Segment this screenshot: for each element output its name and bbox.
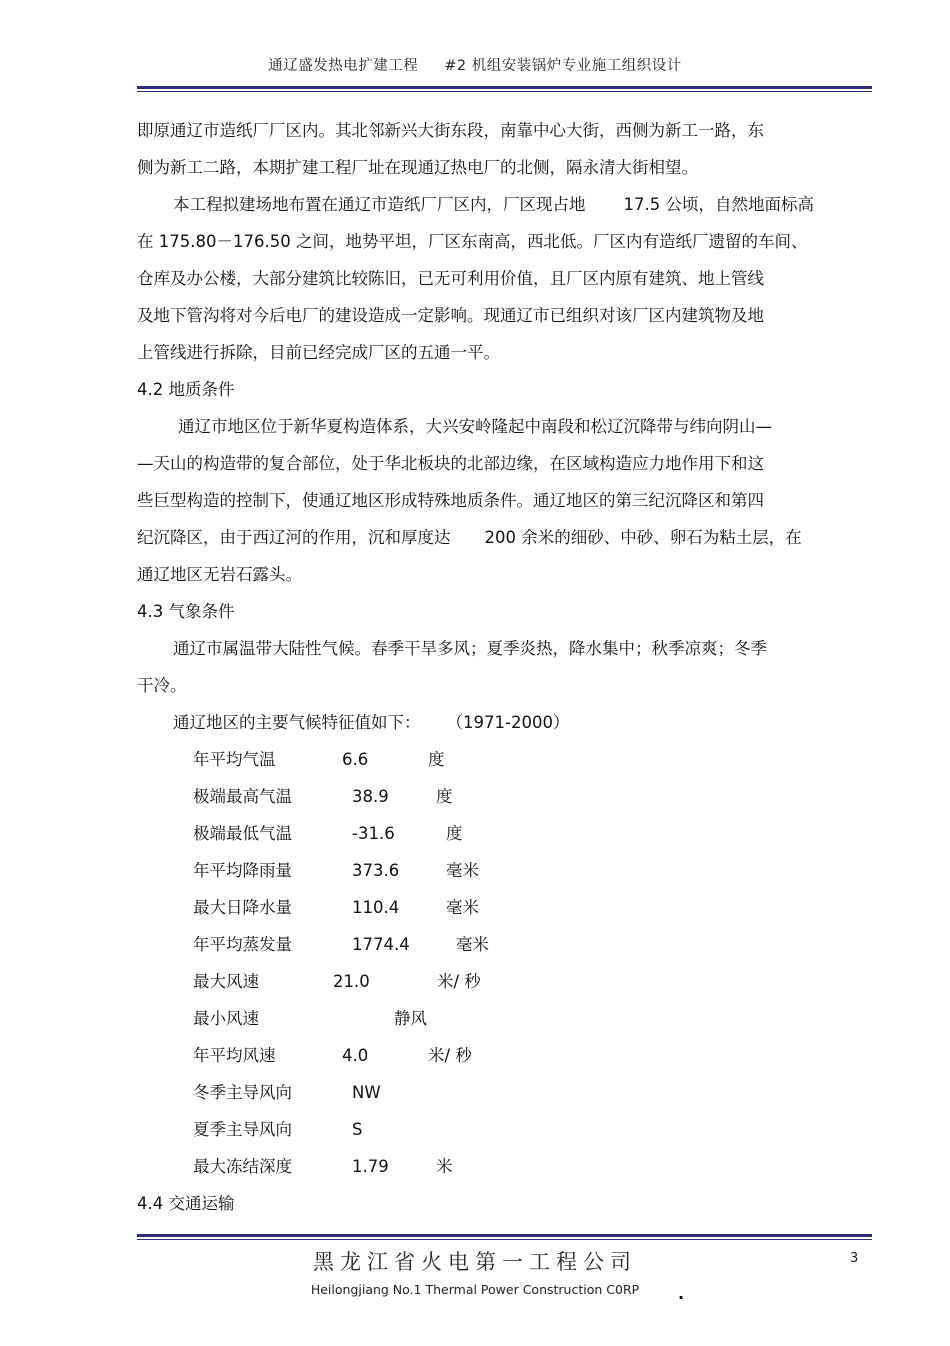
page-header: [0, 54, 950, 75]
climate-intro: 通辽地区的主要气候特征值如下： （1971-2000）: [173, 713, 570, 732]
header-rule: [137, 86, 872, 92]
climate-row: 最大风速 21.0 米/ 秒: [193, 972, 481, 991]
header-document-title: #2 机组安装锅炉专业施工组织设计: [444, 58, 682, 74]
footer-english-name: Heilongjiang No.1 Thermal Power Construction C0RP: [310, 1282, 640, 1297]
climate-row: 最大日降水量 110.4 毫米: [193, 898, 479, 917]
footer-rule: [137, 1234, 872, 1240]
body-line: 些巨型构造的控制下，使通辽地区形成特殊地质条件。通辽地区的第三纪沉降区和第四: [137, 491, 764, 510]
footer-mark: .: [678, 1284, 685, 1303]
body-line: 本工程拟建场地布置在通辽市造纸厂厂区内，厂区现占地 17.5 公顷，自然地面标高: [173, 195, 814, 214]
footer-company-name: 黑龙江省火电第一工程公司: [313, 1250, 637, 1274]
climate-row: 极端最低气温 -31.6 度: [193, 824, 463, 843]
document-body: [137, 112, 867, 1222]
climate-row: 年平均降雨量 373.6 毫米: [193, 861, 479, 880]
body-line: 上管线进行拆除，目前已经完成厂区的五通一平。: [137, 343, 500, 362]
climate-row: 最大冻结深度 1.79 米: [193, 1157, 453, 1176]
body-line: 在 175.80－176.50 之间，地势平坦，厂区东南高，西北低。厂区内有造纸厂遗留的车间、: [137, 232, 808, 251]
page-number: 3: [850, 1251, 859, 1266]
body-line: 通辽市地区位于新华夏构造体系，大兴安岭隆起中南段和松辽沉降带与纬向阴山—: [178, 417, 772, 436]
body-line: 及地下管沟将对今后电厂的建设造成一定影响。现通辽市已组织对该厂区内建筑物及地: [137, 306, 764, 325]
climate-row: 最小风速 静风: [193, 1009, 427, 1028]
climate-row: 年平均风速 4.0 米/ 秒: [193, 1046, 472, 1065]
body-line: 通辽市属温带大陆性气候。春季干旱多风；夏季炎热，降水集中；秋季凉爽；冬季: [173, 639, 767, 658]
body-line: 纪沉降区，由于西辽河的作用，沉和厚度达 200 余米的细砂、中砂、卵石为粘土层，在: [137, 528, 802, 547]
body-line: 干冷。: [137, 676, 187, 695]
section-heading-4-2: 4.2 地质条件: [137, 380, 235, 399]
header-project-title: 通辽盛发热电扩建工程: [268, 58, 419, 74]
body-line: 即原通辽市造纸厂厂区内。其北邻新兴大街东段，南靠中心大街，西侧为新工一路，东: [137, 121, 764, 140]
section-heading-4-4: 4.4 交通运输: [137, 1194, 235, 1213]
climate-row: 夏季主导风向 S: [193, 1120, 363, 1139]
climate-list: [137, 741, 867, 1185]
climate-row: 年平均蒸发量 1774.4 毫米: [193, 935, 489, 954]
body-line: —天山的构造带的复合部位，处于华北板块的北部边缘，在区域构造应力地作用下和这: [137, 454, 764, 473]
body-line: 侧为新工二路，本期扩建工程厂址在现通辽热电厂的北侧，隔永清大街相望。: [137, 158, 698, 177]
body-line: 通辽地区无岩石露头。: [137, 565, 302, 584]
body-line: 仓库及办公楼，大部分建筑比较陈旧，已无可利用价值，且厂区内原有建筑、地上管线: [137, 269, 764, 288]
climate-row: 极端最高气温 38.9 度: [193, 787, 453, 806]
climate-row: 年平均气温 6.6 度: [193, 750, 445, 769]
section-heading-4-3: 4.3 气象条件: [137, 602, 235, 621]
climate-row: 冬季主导风向 NW: [193, 1083, 381, 1102]
